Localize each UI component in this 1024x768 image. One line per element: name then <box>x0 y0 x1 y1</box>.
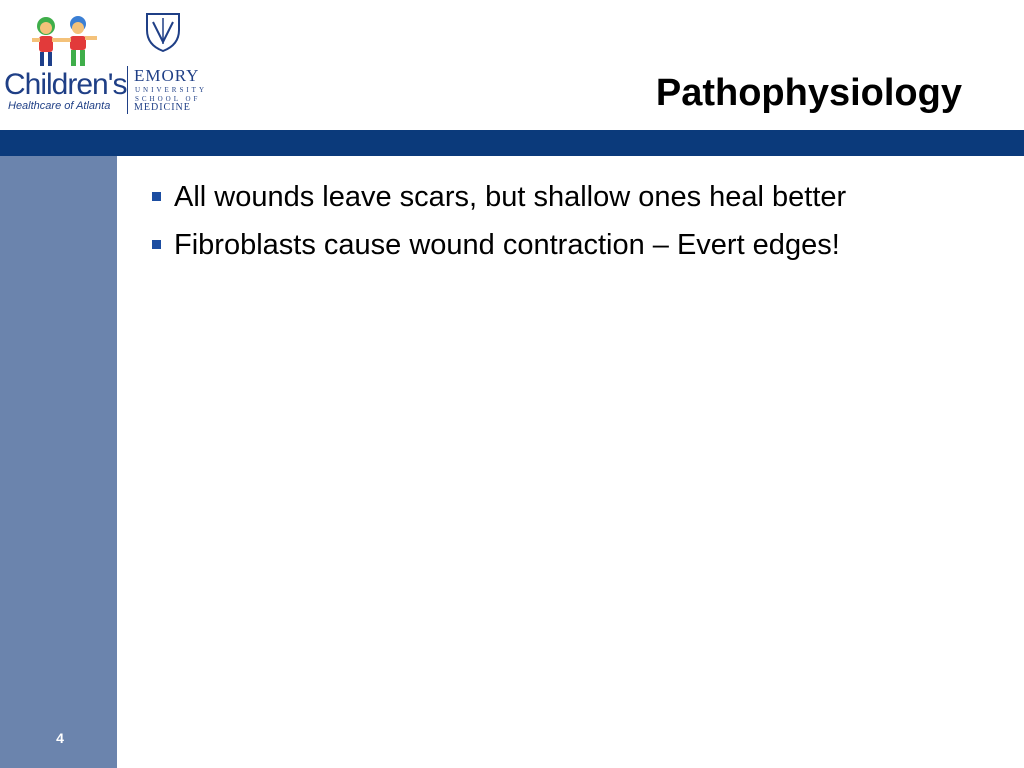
emory-logo-text: EMORY <box>134 66 200 85</box>
emory-logo-line3: MEDICINE <box>134 102 191 113</box>
emory-medicine-logo <box>132 12 206 116</box>
emory-shield-icon <box>145 12 181 52</box>
square-bullet-icon <box>152 240 161 249</box>
slide-header <box>0 0 1024 130</box>
left-sidebar-band <box>0 156 117 768</box>
childrens-logo-subtitle: Healthcare of Atlanta <box>8 100 111 112</box>
bullet-text: Fibroblasts cause wound contraction – Evert edges! <box>174 229 840 261</box>
emory-logo-line2: SCHOOL OF <box>135 95 201 103</box>
bullet-item <box>150 180 846 214</box>
childrens-healthcare-logo <box>4 14 126 114</box>
logo-area <box>0 0 210 125</box>
slide-title: Pathophysiology <box>655 72 962 114</box>
logo-divider <box>127 66 128 114</box>
kids-figures-icon <box>28 14 104 70</box>
childrens-logo-text: Children's <box>4 68 127 101</box>
slide-number: 4 <box>56 730 64 746</box>
bullet-item <box>150 228 846 262</box>
square-bullet-icon <box>152 192 161 201</box>
bullet-list <box>150 180 846 276</box>
header-divider-bar <box>0 130 1024 156</box>
bullet-text: All wounds leave scars, but shallow ones heal better <box>174 181 847 213</box>
emory-logo-line1: UNIVERSITY <box>135 86 207 94</box>
